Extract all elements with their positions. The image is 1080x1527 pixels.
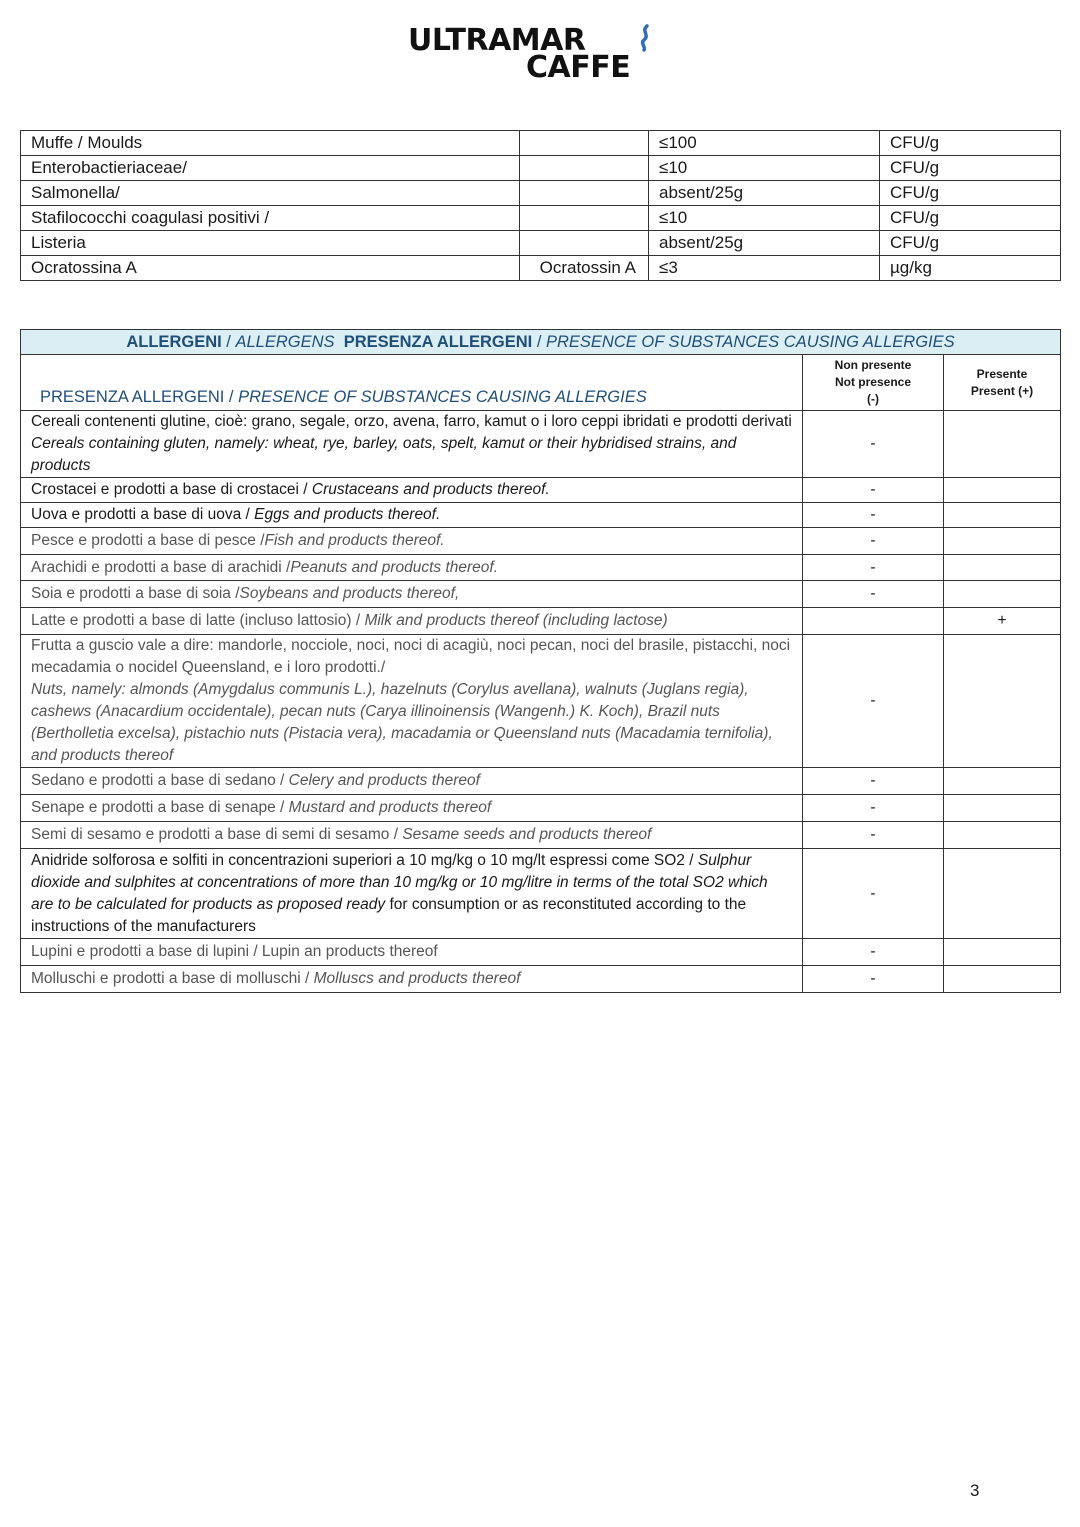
allergen-row: [21, 849, 1061, 939]
allergen-it: Anidride solforosa e solfiti in concentrazioni superiori a 10 mg/kg o 10 mg/lt espressi come SO2 /: [31, 851, 698, 869]
microbiology-table: [20, 130, 1061, 281]
allergen-present-mark: [944, 822, 1061, 849]
micro-unit: µg/kg: [880, 256, 1061, 281]
brand-line-1: ULTRAMAR: [408, 23, 586, 58]
sub-sep: /: [224, 388, 239, 406]
micro-unit: CFU/g: [880, 206, 1061, 231]
micro-limit: ≤3: [649, 256, 880, 281]
header-it: ALLERGENI: [126, 333, 222, 351]
allergen-absent-mark: -: [803, 581, 944, 608]
allergen-present-mark: [944, 939, 1061, 966]
col-present-line1: Presente: [976, 366, 1028, 381]
micro-name: Listeria: [21, 231, 520, 256]
allergen-en: Fish and products thereof.: [264, 532, 445, 549]
page-number: 3: [970, 1481, 980, 1500]
table-row: [21, 131, 1061, 156]
allergen-row: [21, 966, 1061, 993]
allergen-row: [21, 608, 1061, 635]
allergen-present-mark: [944, 581, 1061, 608]
allergen-present-mark: [944, 849, 1061, 939]
table-row: [21, 156, 1061, 181]
allergen-absent-mark: -: [803, 528, 944, 555]
allergen-row: [21, 822, 1061, 849]
allergen-absent-mark: -: [803, 555, 944, 581]
allergen-desc: [21, 635, 803, 768]
allergen-desc: [21, 608, 803, 635]
allergen-row: [21, 528, 1061, 555]
allergen-en: Eggs and products thereof.: [254, 506, 441, 523]
micro-alt-name: [520, 156, 649, 181]
allergen-en: Celery and products thereof: [288, 772, 480, 789]
allergen-en: Molluscs and products thereof: [313, 970, 521, 987]
allergen-it: Molluschi e prodotti a base di molluschi /: [31, 970, 314, 987]
allergens-header-row: [21, 330, 1061, 355]
micro-name: Muffe / Moulds: [21, 131, 520, 156]
allergen-row: [21, 478, 1061, 503]
allergen-present-mark: [944, 795, 1061, 822]
allergen-present-mark: [944, 966, 1061, 993]
allergen-absent-mark: -: [803, 822, 944, 849]
allergen-desc: [21, 822, 803, 849]
header-presence-it: PRESENZA ALLERGENI: [343, 333, 533, 351]
allergen-desc: [21, 581, 803, 608]
micro-limit: ≤100: [649, 131, 880, 156]
allergens-header: [21, 330, 1061, 355]
allergen-desc: [21, 939, 803, 966]
allergen-absent-mark: -: [803, 478, 944, 503]
allergen-row: [21, 555, 1061, 581]
allergen-present-mark: [944, 478, 1061, 503]
allergens-table: [20, 329, 1061, 993]
table-row: [21, 231, 1061, 256]
micro-alt-name: [520, 131, 649, 156]
allergen-absent-mark: -: [803, 503, 944, 528]
allergen-absent-mark: -: [803, 411, 944, 478]
brand-line-2: CAFFE: [526, 50, 631, 85]
allergen-present-mark: [944, 528, 1061, 555]
micro-alt-name: [520, 181, 649, 206]
micro-name: Stafilococchi coagulasi positivi /: [21, 206, 520, 231]
micro-limit: absent/25g: [649, 181, 880, 206]
micro-limit: absent/25g: [649, 231, 880, 256]
allergen-desc: [21, 768, 803, 795]
allergen-absent-mark: -: [803, 849, 944, 939]
allergen-en: Soybeans and products thereof,: [239, 585, 460, 602]
allergen-en: Mustard and products thereof: [288, 799, 492, 816]
allergen-it: Latte e prodotti a base di latte (incluso lattosio) /: [31, 612, 365, 629]
allergen-present-mark: [944, 503, 1061, 528]
micro-limit: ≤10: [649, 206, 880, 231]
allergen-it: Lupini e prodotti a base di lupini / Lupin an products thereof: [31, 943, 438, 960]
micro-unit: CFU/g: [880, 131, 1061, 156]
allergen-absent-mark: -: [803, 966, 944, 993]
steam-swirl-icon: [638, 24, 654, 52]
allergen-absent-mark: -: [803, 635, 944, 768]
micro-alt-name: Ocratossin A: [520, 256, 649, 281]
micro-name: Enterobactieriaceae/: [21, 156, 520, 181]
allergen-it: Crostacei e prodotti a base di crostacei /: [31, 481, 312, 498]
header-en: ALLERGENS: [235, 333, 335, 351]
allergen-present-mark: +: [944, 608, 1061, 635]
allergen-row: [21, 795, 1061, 822]
allergen-en: Crustaceans and products thereof.: [311, 481, 550, 498]
allergen-desc: [21, 478, 803, 503]
allergen-desc: [21, 966, 803, 993]
allergen-it: Cereali contenenti glutine, cioè: grano, segale, orzo, avena, farro, kamut o i loro ceppi ibridati e prodotti derivati: [31, 413, 792, 430]
column-not-present: [803, 355, 944, 411]
micro-name: Salmonella/: [21, 181, 520, 206]
allergen-it: Arachidi e prodotti a base di arachidi /: [31, 558, 291, 576]
allergen-row: [21, 939, 1061, 966]
micro-name: Ocratossina A: [21, 256, 520, 281]
header-presence-en: PRESENCE OF SUBSTANCES CAUSING ALLERGIES: [546, 333, 955, 351]
allergen-desc: [21, 795, 803, 822]
allergen-row: [21, 635, 1061, 768]
allergens-subheader-row: [21, 355, 1061, 411]
allergen-desc: [21, 503, 803, 528]
allergen-it: Sedano e prodotti a base di sedano /: [31, 772, 289, 789]
allergen-it: Uova e prodotti a base di uova /: [31, 506, 255, 523]
allergen-desc: [21, 528, 803, 555]
allergen-present-mark: [944, 411, 1061, 478]
micro-alt-name: [520, 206, 649, 231]
allergen-absent-mark: -: [803, 768, 944, 795]
allergen-present-mark: [944, 635, 1061, 768]
allergen-row: [21, 581, 1061, 608]
allergen-it: Soia e prodotti a base di soia /: [31, 585, 240, 602]
table-row: [21, 181, 1061, 206]
allergen-it: Frutta a guscio vale a dire: mandorle, nocciole, noci, noci di acagiù, noci pecan, noci del brasile, pistacchi, noci mecadamia o nocidel Queensland, e i loro prodotti./: [31, 637, 791, 676]
allergen-row: [21, 503, 1061, 528]
micro-alt-name: [520, 231, 649, 256]
allergen-tail: for consumption or as reconstituted according to the instructions of the manufacturers: [31, 895, 747, 935]
allergens-subheader: [21, 355, 803, 411]
sub-it: PRESENZA ALLERGENI: [40, 388, 225, 406]
allergen-desc: [21, 411, 803, 478]
table-row: [21, 256, 1061, 281]
allergen-absent-mark: -: [803, 939, 944, 966]
micro-unit: CFU/g: [880, 181, 1061, 206]
allergen-it: Semi di sesamo e prodotti a base di semi di sesamo /: [31, 826, 403, 843]
allergen-it: Senape e prodotti a base di senape /: [31, 799, 289, 816]
header-sep: /: [221, 333, 236, 351]
micro-unit: CFU/g: [880, 231, 1061, 256]
allergen-present-mark: [944, 768, 1061, 795]
column-present: [944, 355, 1061, 411]
allergen-desc: [21, 849, 803, 939]
allergen-present-mark: [944, 555, 1061, 581]
allergen-row: [21, 411, 1061, 478]
allergen-absent-mark: -: [803, 795, 944, 822]
sub-en: PRESENCE OF SUBSTANCES CAUSING ALLERGIES: [238, 388, 647, 406]
allergen-en: Sulphur dioxide and sulphites at concentrations of more than 10 mg/kg or 10 mg/litre in terms of the total SO2 which are to be calculated for products as proposed ready: [31, 851, 768, 913]
brand-logo: [0, 22, 1080, 84]
header-presence-sep: /: [532, 333, 546, 351]
allergen-absent-mark: [803, 608, 944, 635]
allergen-en: Cereals containing gluten, namely: wheat, rye, barley, oats, spelt, kamut or their hybridised strains, and products: [31, 435, 737, 474]
allergen-en: Peanuts and products thereof.: [290, 558, 499, 576]
allergen-it: Pesce e prodotti a base di pesce /: [31, 532, 265, 549]
allergen-en: Sesame seeds and products thereof: [402, 826, 652, 843]
allergen-row: [21, 768, 1061, 795]
allergen-en: Nuts, namely: almonds (Amygdalus communis L.), hazelnuts (Corylus avellana), walnuts (Juglans regia), cashews (Anacardium occidentale), pecan nuts (Carya illinoinensis (Wangenh.) K. Koch), Brazil nuts (Bertholletia excelsa), pistachio nuts (Pistacia vera), macadamia or Queensland nuts (Macadamia ternifolia), and products thereof: [31, 681, 773, 764]
col-not-present-line3: (-): [867, 392, 879, 406]
col-present-line2: Present (+): [970, 383, 1034, 398]
allergen-desc: [21, 555, 803, 581]
allergen-en: Milk and products thereof (including lactose): [364, 612, 668, 629]
table-row: [21, 206, 1061, 231]
col-not-present-line2: Not presence: [834, 375, 912, 389]
micro-limit: ≤10: [649, 156, 880, 181]
col-not-present-line1: Non presente: [834, 358, 912, 372]
micro-unit: CFU/g: [880, 156, 1061, 181]
